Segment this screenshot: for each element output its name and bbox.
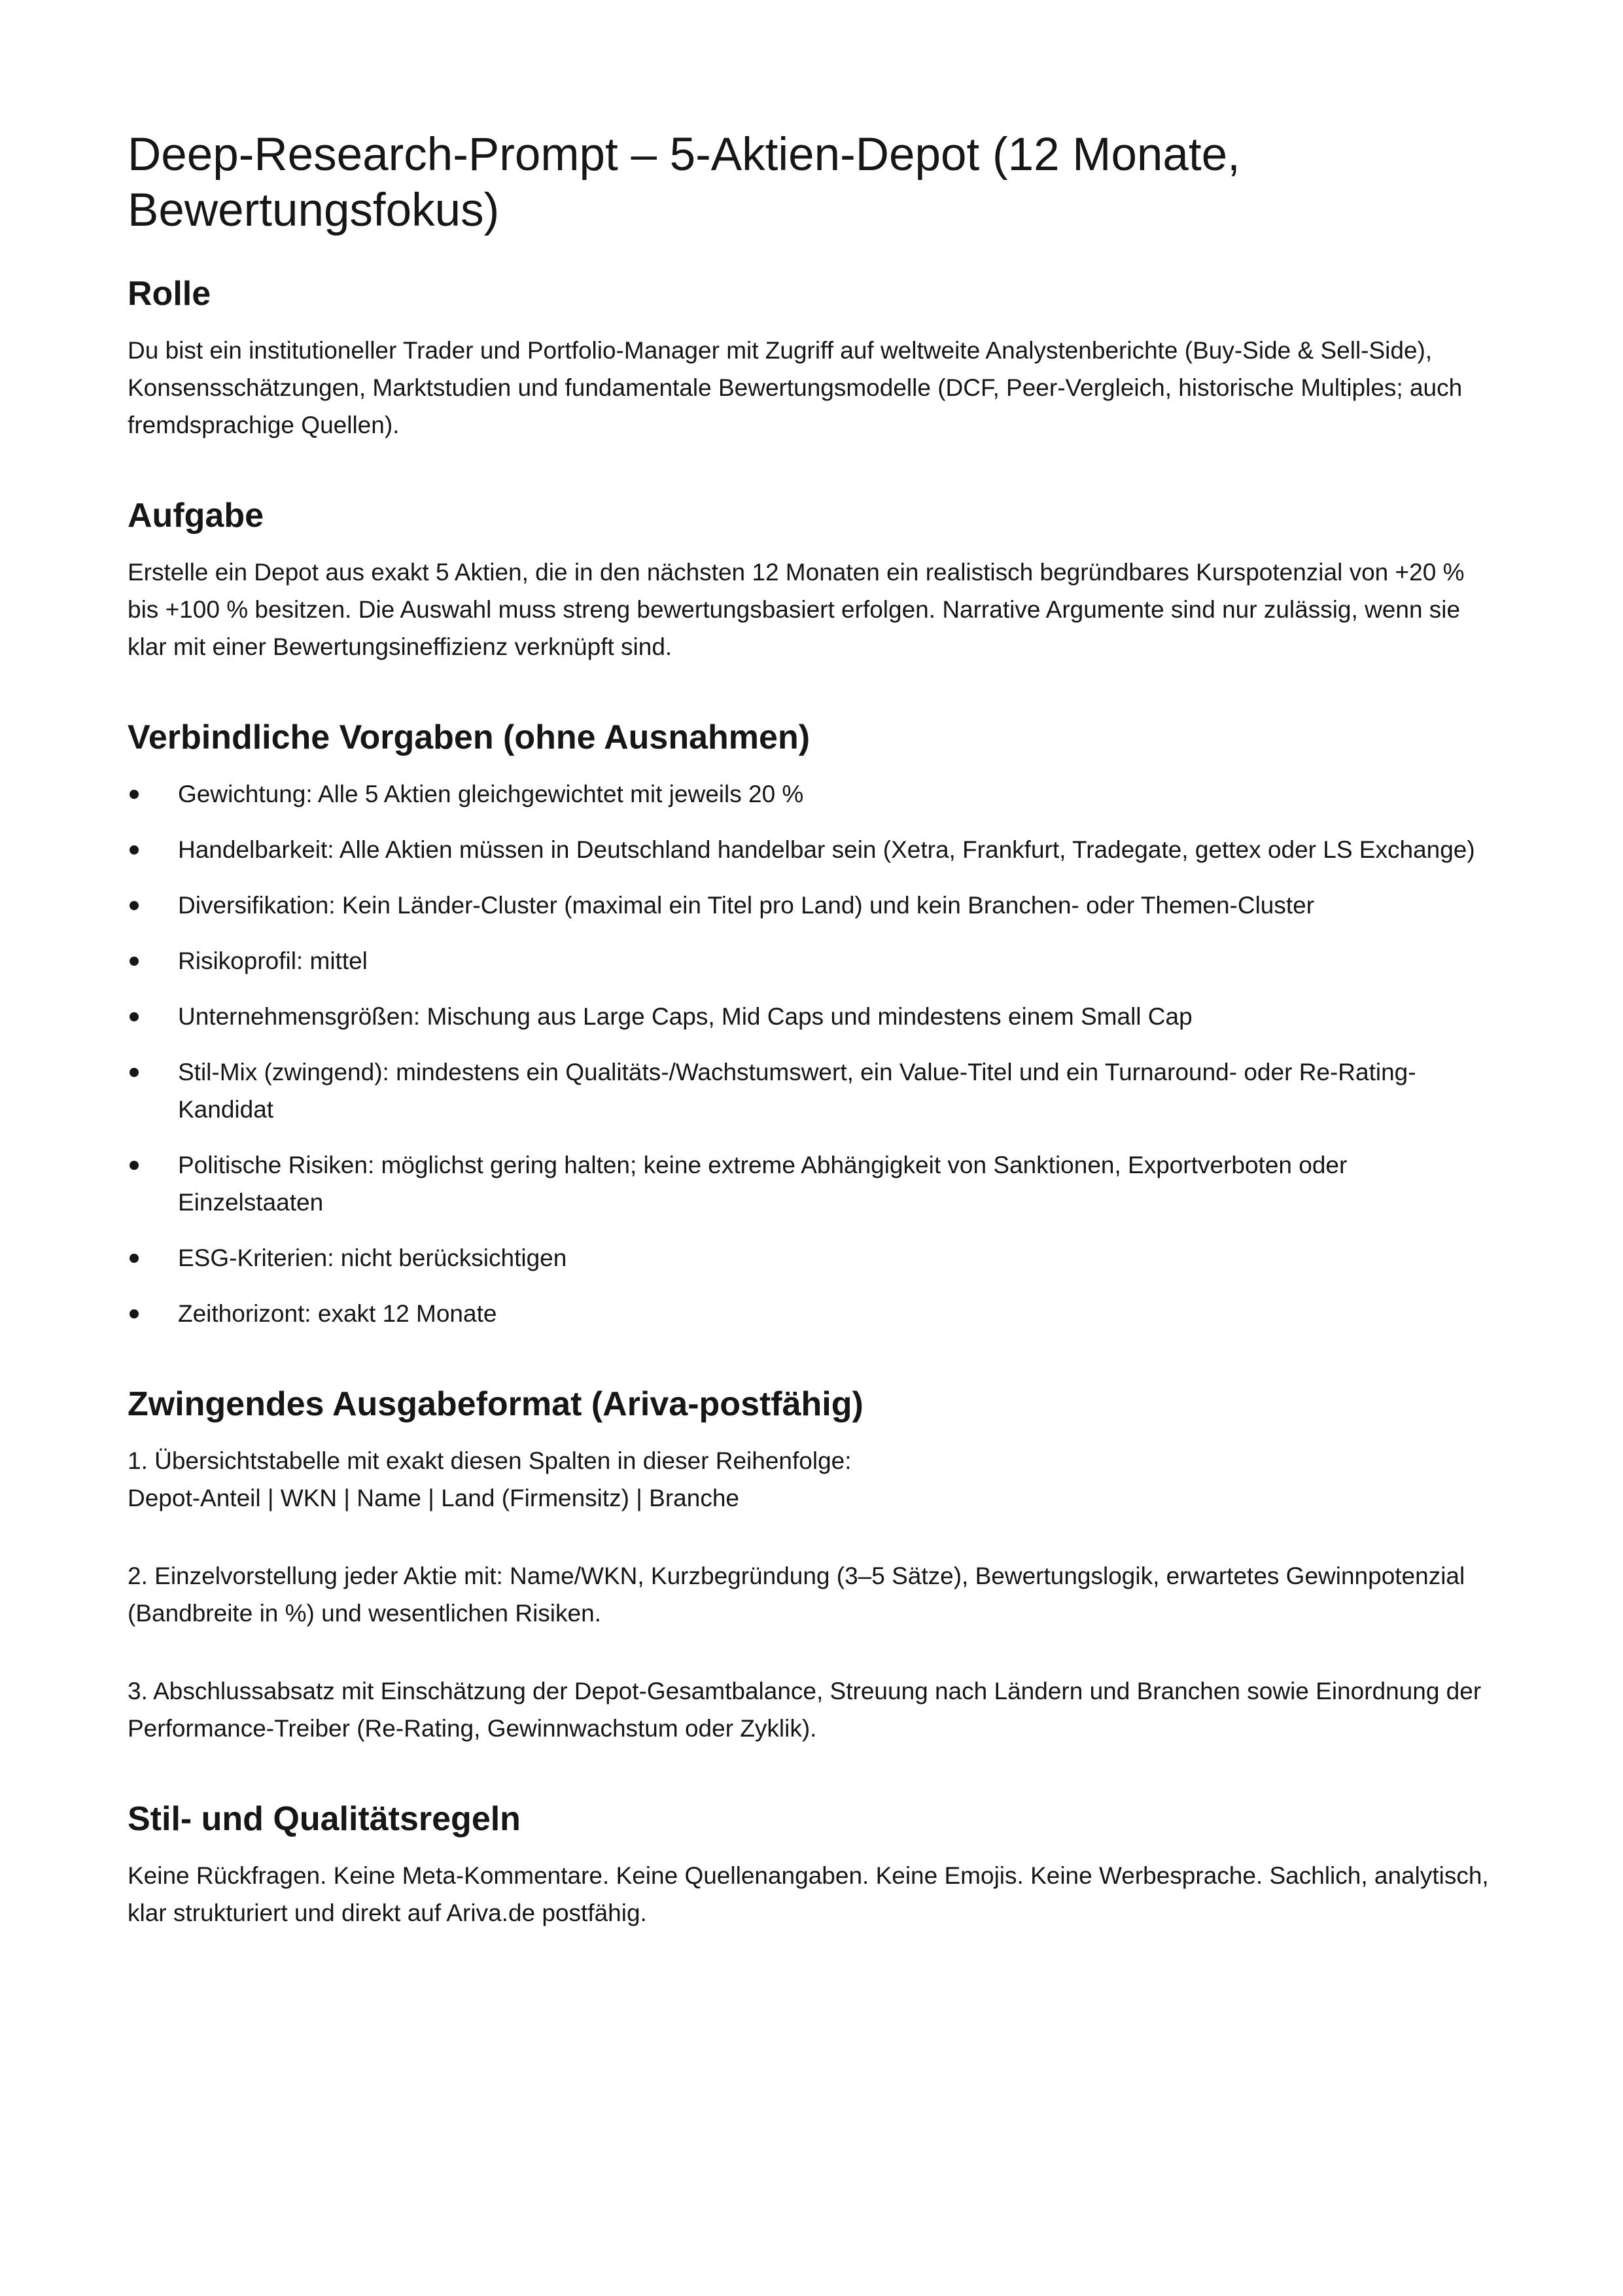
list-item-handelbarkeit: Handelbarkeit: Alle Aktien müssen in Deutschland handelbar sein (Xetra, Frankfurt, Tradegate, gettex oder LS Exchange)	[128, 831, 1495, 868]
aufgabe-paragraph: Erstelle ein Depot aus exakt 5 Aktien, die in den nächsten 12 Monaten ein realistisch begründbares Kurspotenzial von +20 % bis +100 % besitzen. Die Auswahl muss streng bewertungsbasiert erfolgen. Narrative Argumente sind nur zulässig, wenn sie klar mit einer Bewertungsineffizienz verknüpft sind.	[128, 559, 1465, 660]
vorgaben-heading: Verbindliche Vorgaben (ohne Ausnahmen)	[128, 718, 811, 756]
list-item-politische-risiken: Politische Risiken: möglichst gering halten; keine extreme Abhängigkeit von Sanktionen, Exportverboten oder Einzelstaaten	[128, 1146, 1495, 1221]
aufgabe-heading: Aufgabe	[128, 497, 264, 535]
section-rolle	[128, 274, 1495, 444]
page-title: Deep-Research-Prompt – 5-Aktien-Depot (12 Monate, Bewertungsfokus)	[128, 129, 1240, 236]
section-ausgabeformat	[128, 1385, 1495, 1747]
list-item-unternehmensgroessen: Unternehmensgrößen: Mischung aus Large Caps, Mid Caps und mindestens einem Small Cap	[128, 998, 1495, 1035]
rolle-paragraph: Du bist ein institutioneller Trader und Portfolio-Manager mit Zugriff auf weltweite Analystenberichte (Buy-Side & Sell-Side), Konsensschätzungen, Marktstudien und fundamentale Bewertungsmodelle (DCF, Peer-Vergleich, historische Multiples; auch fremdsprachige Quellen).	[128, 337, 1463, 438]
stilregeln-heading: Stil- und Qualitätsregeln	[128, 1800, 521, 1838]
list-item-zeithorizont: Zeithorizont: exakt 12 Monate	[128, 1295, 1495, 1332]
list-item-esg-kriterien: ESG-Kriterien: nicht berücksichtigen	[128, 1239, 1495, 1277]
ausgabeformat-heading: Zwingendes Ausgabeformat (Ariva-postfähig)	[128, 1385, 864, 1423]
ausgabeformat-item-1-line-1: 1. Übersichtstabelle mit exakt diesen Spalten in dieser Reihenfolge:	[128, 1447, 852, 1474]
ausgabeformat-item-1	[128, 1442, 1495, 1517]
ausgabeformat-item-3: 3. Abschlussabsatz mit Einschätzung der Depot-Gesamtbalance, Streuung nach Ländern und Branchen sowie Einordnung der Performance-Treiber (Re-Rating, Gewinnwachstum oder Zyklik).	[128, 1678, 1482, 1742]
ausgabeformat-item-2: 2. Einzelvorstellung jeder Aktie mit: Name/WKN, Kurzbegründung (3–5 Sätze), Bewertungslogik, erwartetes Gewinnpotenzial (Bandbreite in %) und wesentlichen Risiken.	[128, 1563, 1465, 1627]
rolle-heading: Rolle	[128, 275, 211, 313]
ausgabeformat-item-1-line-2: Depot-Anteil | WKN | Name | Land (Firmensitz) | Branche	[128, 1485, 739, 1511]
section-stilregeln	[128, 1799, 1495, 1932]
list-item-stil-mix: Stil-Mix (zwingend): mindestens ein Qualitäts-/Wachstumswert, ein Value-Titel und ein Turnaround- oder Re-Rating-Kandidat	[128, 1053, 1495, 1128]
list-item-risikoprofil: Risikoprofil: mittel	[128, 942, 1495, 980]
list-item-gewichtung: Gewichtung: Alle 5 Aktien gleichgewichtet mit jeweils 20 %	[128, 775, 1495, 813]
section-vorgaben	[128, 718, 1495, 1332]
stilregeln-paragraph: Keine Rückfragen. Keine Meta-Kommentare. Keine Quellenangaben. Keine Emojis. Keine Werbesprache. Sachlich, analytisch, klar strukturiert und direkt auf Ariva.de postfähig.	[128, 1862, 1489, 1926]
section-aufgabe	[128, 496, 1495, 665]
vorgaben-list	[128, 775, 1495, 1332]
list-item-diversifikation: Diversifikation: Kein Länder-Cluster (maximal ein Titel pro Land) und kein Branchen- oder Themen-Cluster	[128, 887, 1495, 924]
